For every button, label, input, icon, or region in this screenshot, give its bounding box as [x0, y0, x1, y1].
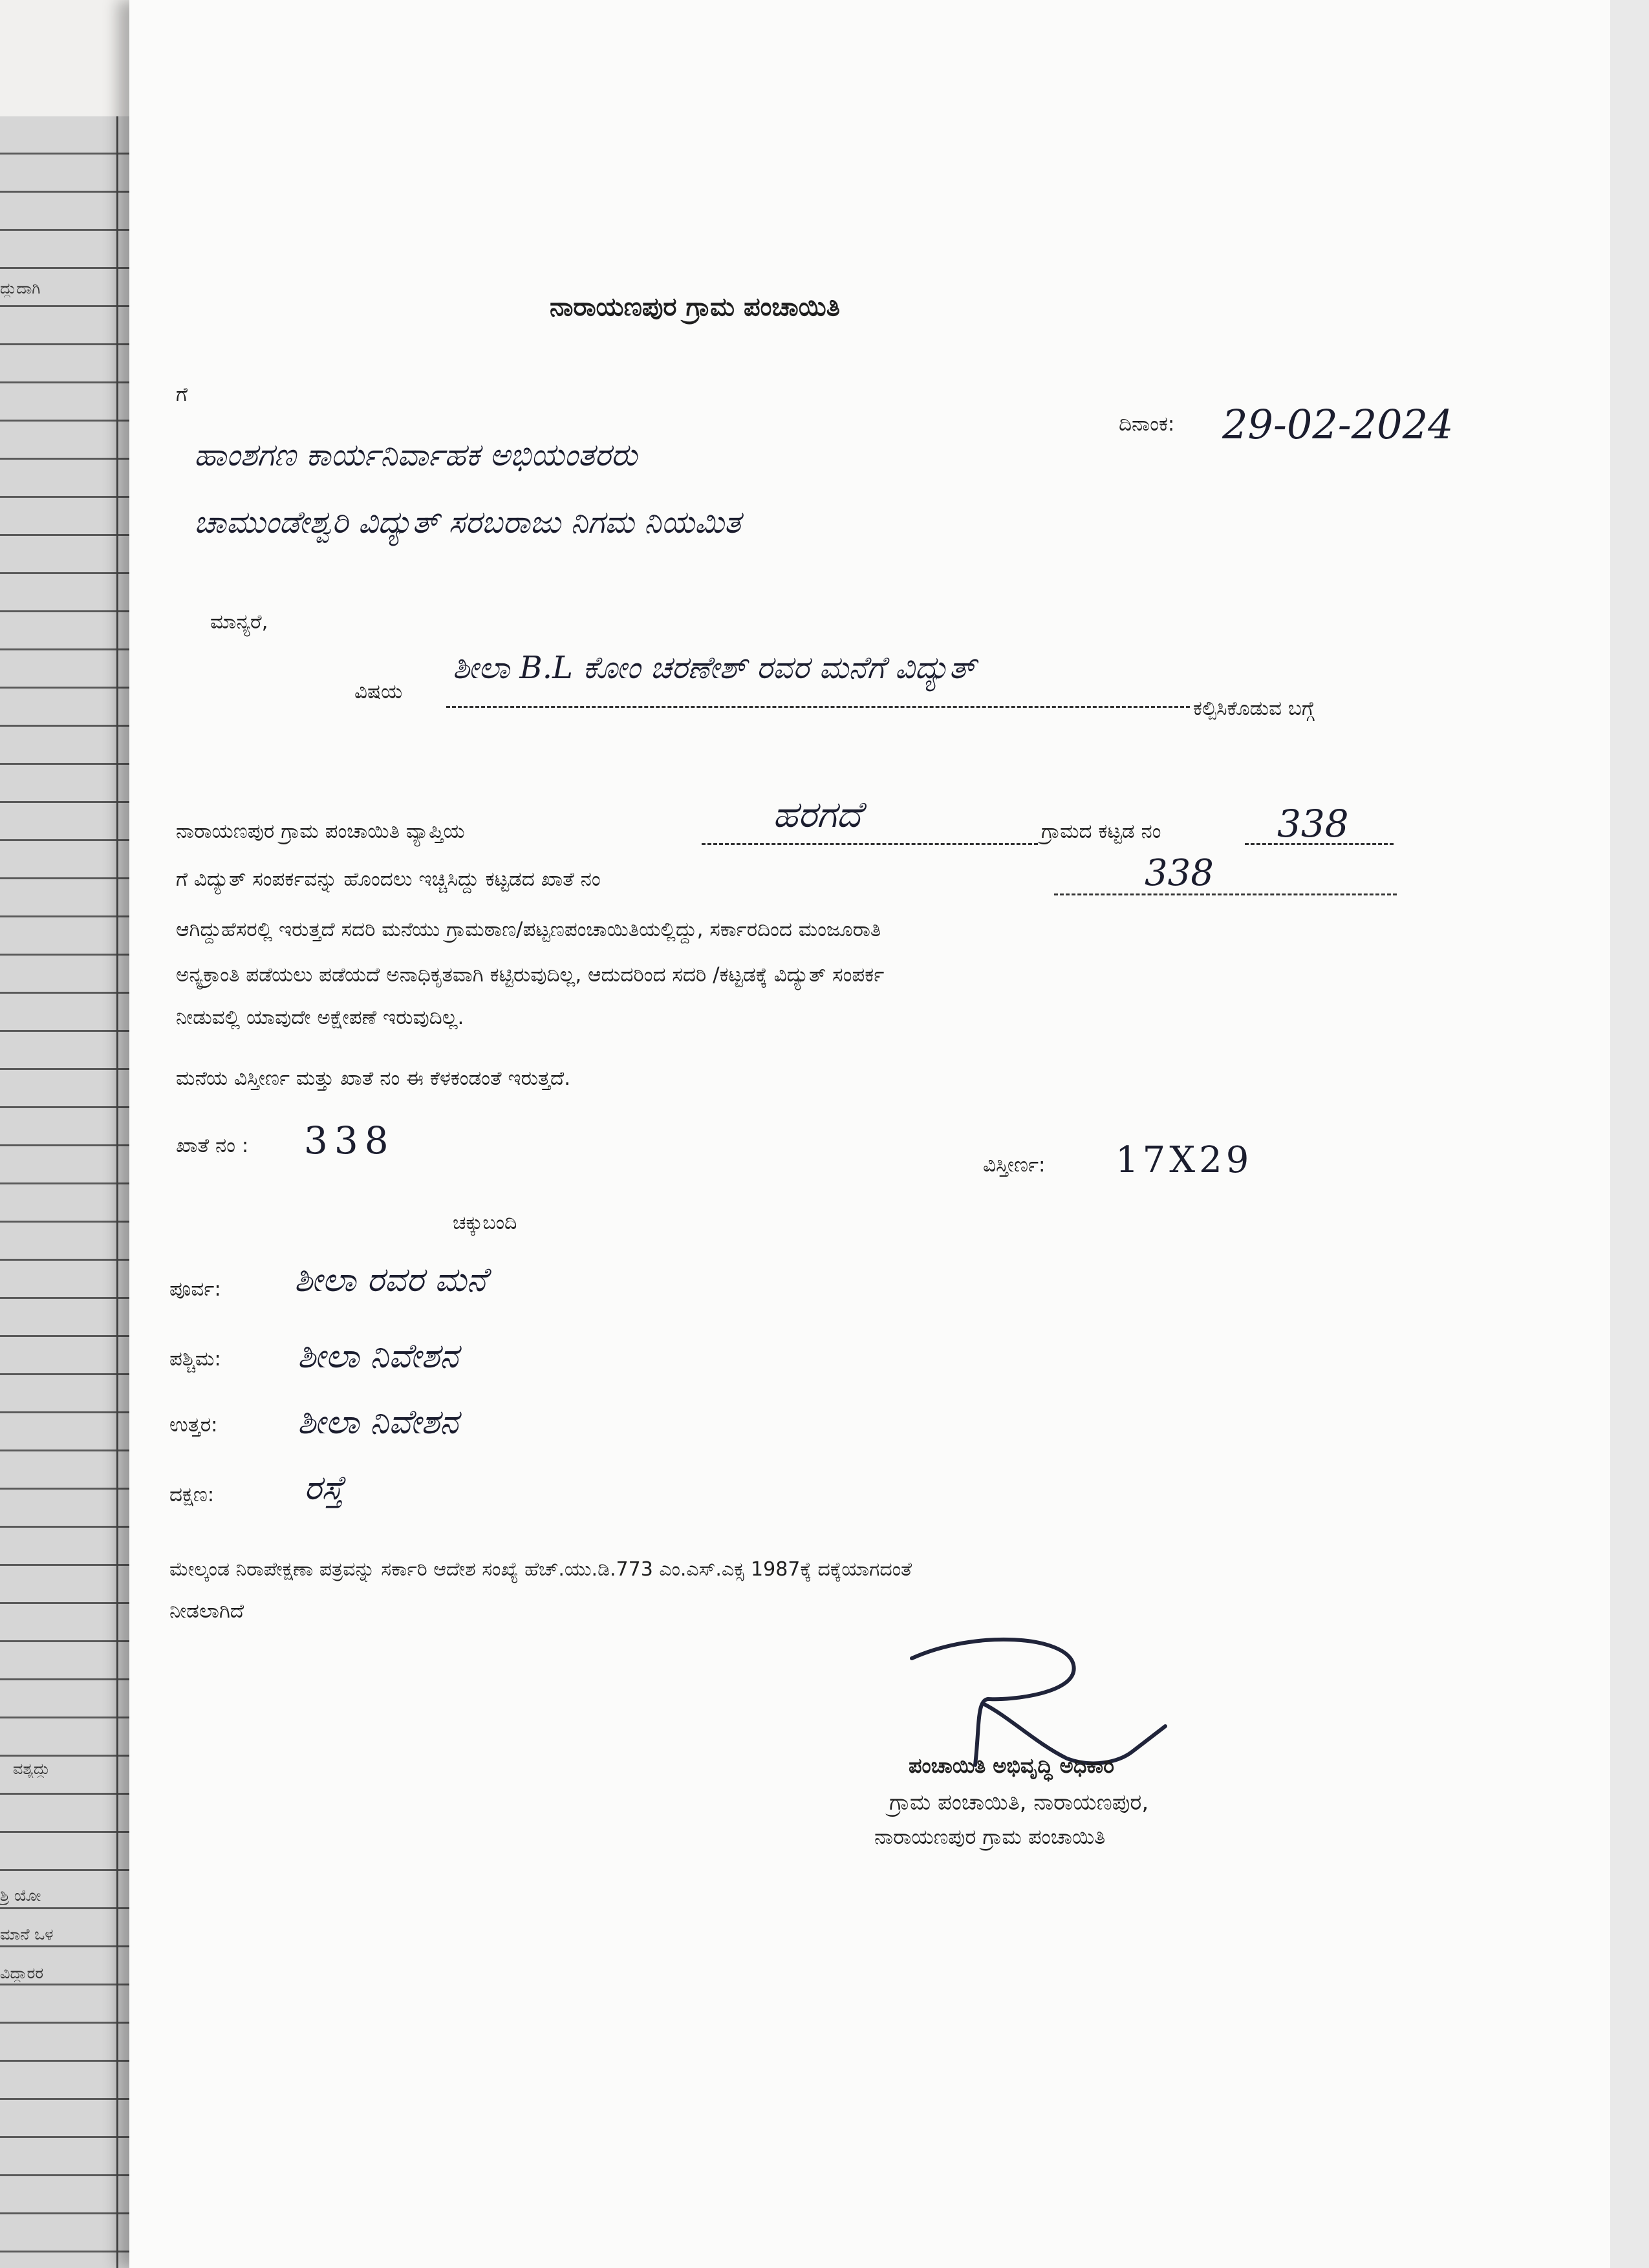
subject-value: ಶೀಲಾ B.L ಕೋಂ ಚರಣೇಶ್ ರವರ ಮನೆಗೆ ವಿದ್ಯುತ್ — [453, 650, 976, 686]
boundary-east-value: ಶೀಲಾ ರವರ ಮನೆ — [294, 1261, 487, 1300]
boundary-north-value: ಶೀಲಾ ನಿವೇಶನ — [297, 1403, 458, 1442]
boundary-north-label: ಉತ್ತರ: — [169, 1413, 218, 1437]
ledger-text: ವಿದ್ದಾರರ — [0, 1964, 44, 1982]
scan-edge — [1610, 0, 1649, 2268]
body-text: ಮನೆಯ ವಿಸ್ತೀರ್ಣ ಮತ್ತು ಖಾತೆ ನಂ ಈ ಕೆಳಕಂಡಂತೆ ಇರುತ್ತದೆ. — [176, 1067, 571, 1090]
body-text: ನಾರಾಯಣಪುರ ಗ್ರಾಮ ಪಂಚಾಯಿತಿ ವ್ಯಾಪ್ತಿಯ — [176, 820, 465, 843]
seal-office: ಗ್ರಾಮ ಪಂಚಾಯಿತಿ, ನಾರಾಯಣಪುರ, — [889, 1790, 1149, 1815]
addressee-line-1: ಹಾಂಶಗಣ ಕಾರ್ಯನಿರ್ವಾಹಕ ಅಭಿಯಂತರರು — [194, 437, 638, 473]
body-text: ನೀಡುವಲ್ಲಿ ಯಾವುದೇ ಅಕ್ಷೇಪಣೆ ಇರುವುದಿಲ್ಲ. — [176, 1006, 464, 1029]
body-text: ಗ್ರಾಮದ ಕಟ್ಟಡ ನಂ — [1041, 820, 1161, 843]
ledger-text: ವಶ್ಯದ್ದು — [13, 1760, 50, 1778]
subject-suffix: ಕಲ್ಪಿಸಿಕೊಡುವ ಬಗ್ಗೆ — [1193, 697, 1315, 720]
khata-inline-underline — [1054, 893, 1397, 895]
date-label: ದಿನಾಂಕ: — [1119, 412, 1175, 436]
boundary-west-label: ಪಶ್ಚಿಮ: — [169, 1347, 221, 1371]
khata-value: 338 — [304, 1118, 395, 1162]
building-no: 338 — [1277, 802, 1349, 846]
body-text: ಗೆ ವಿದ್ಯುತ್ ಸಂಪರ್ಕವನ್ನು ಹೊಂದಲು ಇಚ್ಚಿಸಿದ್ದು ಕಟ್ಟಡದ ಖಾತೆ ನಂ — [176, 868, 601, 891]
boundary-east-label: ಪೂರ್ವ: — [169, 1278, 221, 1301]
seal-designation: ಪಂಚಾಯಿತಿ ಅಭಿವೃದ್ಧಿ ಅಧಿಕಾರಿ — [909, 1753, 1114, 1778]
boundary-west-value: ಶೀಲಾ ನಿವೇಶನ — [297, 1337, 458, 1376]
addressee-line-2: ಚಾಮುಂಡೇಶ್ವರಿ ವಿದ್ಯುತ್ ಸರಬರಾಜು ನಿಗಮ ನಿಯಮಿತ — [194, 504, 741, 540]
body-text: ಆಗಿದ್ದುಹೆಸರಲ್ಲಿ ಇರುತ್ತದೆ ಸದರಿ ಮನೆಯು ಗ್ರಾಮಠಾಣ/ಪಟ್ಟಣಪಂಚಾಯಿತಿಯಲ್ಲಿದ್ದು, ಸರ್ಕಾರದಿಂದ ಮಂಜೂರಾತಿ — [176, 918, 881, 941]
subject-underline — [446, 706, 1190, 708]
office-title: ನಾರಾಯಣಪುರ ಗ್ರಾಮ ಪಂಚಾಯಿತಿ — [550, 292, 840, 322]
ledger-rule — [116, 116, 118, 2268]
body-text: ಅನ್ಯಕ್ರಾಂತಿ ಪಡೆಯಲು ಪಡೆಯದೆ ಅನಾಧಿಕೃತವಾಗಿ ಕಟ್ಟಿರುವುದಿಲ್ಲ, ಆದುದರಿಂದ ಸದರಿ /ಕಟ್ಟಡಕ್ಕೆ ವಿದ್ಯುತ್ ಸಂಪರ್ಕ — [176, 963, 885, 987]
date-value: 29-02-2024 — [1222, 401, 1454, 448]
ledger-text: ಮಾನೆ ಒಳ — [0, 1925, 54, 1943]
salutation: ಮಾನ್ಯರೆ, — [210, 610, 268, 634]
ledger-text: ದ್ದುದಾಗಿ — [0, 279, 41, 297]
closing-line-2: ನೀಡಲಾಗಿದೆ — [169, 1599, 244, 1623]
seal-panchayat: ನಾರಾಯಣಪುರ ಗ್ರಾಮ ಪಂಚಾಯಿತಿ — [874, 1824, 1106, 1849]
closing-line-1: ಮೇಲ್ಕಂಡ ನಿರಾಪೇಕ್ಷಣಾ ಪತ್ರವನ್ನು ಸರ್ಕಾರಿ ಆದೇಶ ಸಂಖ್ಯೆ ಹೆಚ್.ಯು.ಡಿ.773 ಎಂ.ಎಸ್.ಎಕ್ಸ 1987ಕ್ಕೆ ದಕ್ಕೆಯಾಗದಂತೆ — [169, 1558, 912, 1581]
village-underline — [702, 843, 1038, 845]
area-value: 17X29 — [1116, 1139, 1253, 1181]
subject-label: ವಿಷಯ — [354, 680, 403, 703]
boundary-south-value: ರಸ್ತೆ — [304, 1469, 344, 1508]
boundary-south-label: ದಕ್ಷಣ: — [169, 1483, 215, 1506]
khata-label: ಖಾತೆ ನಂ : — [176, 1134, 249, 1157]
ledger-text: ಶ್ರಿ ಯೋ — [0, 1887, 41, 1905]
area-label: ವಿಸ್ತೀರ್ಣ: — [983, 1153, 1046, 1177]
boundaries-heading: ಚಕ್ಕುಬಂದಿ — [453, 1212, 517, 1234]
back-ledger-page — [0, 116, 146, 2268]
khata-no-inline: 338 — [1145, 852, 1214, 894]
to-label: ಗೆ — [176, 383, 188, 406]
village-name: ಹರಗದೆ — [773, 794, 862, 836]
